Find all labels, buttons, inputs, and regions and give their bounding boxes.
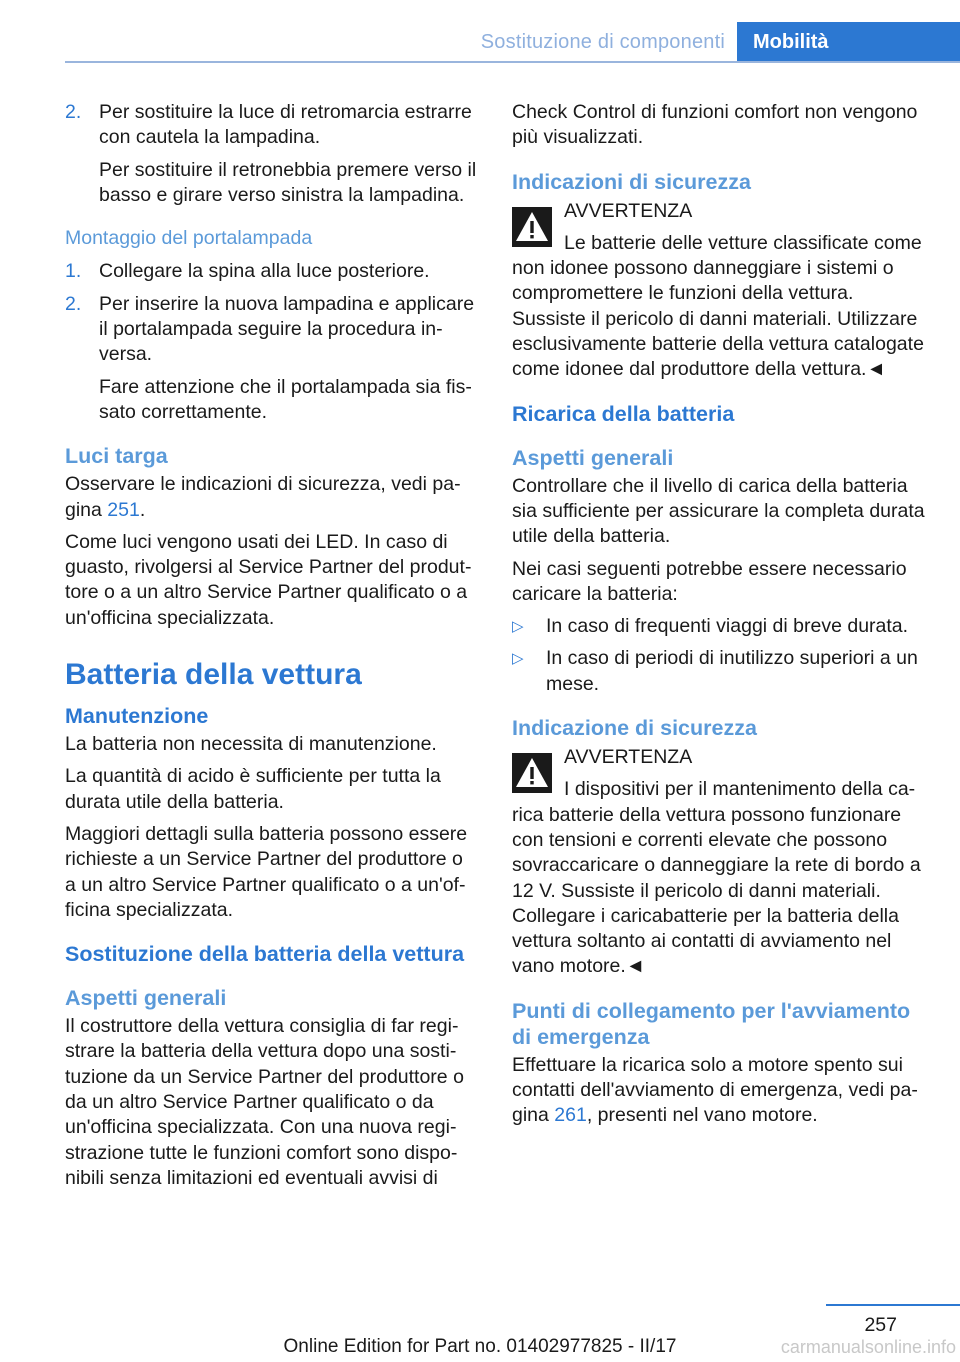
paragraph: Il costruttore della vettura consiglia di far registrare la batteria della vettura dopo una sostituzione da un Service Partner del produttore o da un altro Service Partner qualificato o da un'officina specializzata. Con una nuova registrazione tutte le funzioni comfort sono disponibili senza limitazioni ed eventuali avvisi di — [65, 1015, 464, 1189]
warning-box — [512, 199, 926, 383]
heading-battery-charging: Ricarica della batteria — [512, 401, 735, 426]
text: Effettuare la ricarica solo a motore spento sui contatti dell'avviamento di emergenza, vedi pagina — [512, 1053, 918, 1127]
step-number: 2. — [65, 101, 82, 123]
header-chapter-tab: Mobilità — [737, 22, 960, 63]
heading-plate-lights: Luci targa — [65, 444, 168, 469]
footer-edition: Online Edition for Part no. 01402977825 - II/17 — [283, 1336, 677, 1357]
page-number: 257 — [864, 1314, 897, 1336]
numbered-step — [65, 259, 477, 284]
page-link-261[interactable]: 261 — [554, 1104, 587, 1127]
warning-title: AVVERTENZA — [564, 199, 693, 222]
list-item — [512, 646, 926, 697]
text: . — [139, 498, 146, 521]
paragraph: La quantità di acido è sufficiente per tutta la durata utile della batteria. — [65, 765, 441, 813]
paragraph: Nei casi seguenti potrebbe essere necessario caricare la batteria: — [512, 557, 907, 605]
bullet-arrow-icon: ▷ — [512, 650, 524, 668]
step-text: Fare attenzione che il portalampada sia fissato correttamente. — [99, 375, 472, 423]
list-item — [512, 614, 926, 639]
warning-triangle-icon — [512, 207, 552, 247]
step-number: 1. — [65, 260, 82, 283]
step-text: Per inserire la nuova lampadina e applicare il portalampada seguire la procedura inversa. — [99, 292, 475, 366]
heading-battery: Batteria della vettura — [65, 658, 362, 692]
step-number: 2. — [65, 292, 82, 315]
warning-text: Le batterie delle vetture classificate come non idonee possono danneggiare i sistemi o compromettere le funzioni della vettura. Sussiste il pericolo di danni materiali. Utilizzare esclusivamente batterie della vettura catalogate come idonee dal produttore della vettura.◄ — [512, 231, 924, 381]
right-column — [512, 100, 926, 1136]
footer-rule — [826, 1304, 960, 1306]
numbered-step — [65, 100, 477, 208]
paragraph: Come luci vengono usati dei LED. In caso di guasto, rivolgersi al Service Partner del produttore o a un altro Service Partner qualificato o a un'officina specializzata. — [65, 530, 472, 629]
heading-battery-replacement: Sostituzione della batteria della vettura — [65, 942, 465, 967]
numbered-step — [65, 292, 477, 425]
left-column — [65, 100, 477, 1198]
text: Osservare le indicazioni di sicurezza, vedi pagina — [65, 473, 461, 521]
list-item-text: In caso di periodi di inutilizzo superiori a un mese. — [546, 647, 918, 695]
paragraph: La batteria non necessita di manutenzione. — [65, 733, 437, 756]
header-section-title: Sostituzione di componenti — [480, 31, 725, 53]
step-text: Per sostituire la luce di retromarcia estrarre con cautela la lampadina. — [99, 101, 472, 149]
page-header — [0, 0, 960, 62]
heading-general-aspects: Aspetti generali — [512, 445, 674, 470]
text: , presenti nel vano motore. — [586, 1104, 818, 1127]
paragraph: Maggiori dettagli sulla batteria possono essere richieste a un Service Partner del produttore o a un altro Service Partner qualificato o a un'officina specializzata. — [65, 822, 468, 921]
subheading-mount: Montaggio del portalampada — [65, 227, 313, 250]
heading-general-aspects: Aspetti generali — [65, 986, 227, 1011]
paragraph: Controllare che il livello di carica della batteria sia sufficiente per assicurare la completa durata utile della batteria. — [512, 474, 925, 548]
warning-title: AVVERTENZA — [564, 746, 693, 769]
page-link-251[interactable]: 251 — [107, 498, 140, 521]
paragraph: Check Control di funzioni comfort non vengono più visualizzati. — [512, 101, 918, 149]
heading-safety-notes: Indicazioni di sicurezza — [512, 169, 751, 194]
warning-text: I dispositivi per il mantenimento della carica batterie della vettura possono funzionare con tensioni e correnti elevate che possono sovraccaricare o danneggiare la rete di bordo a 12 V. Sussiste il pericolo di danni materiali. Collegare i caricabatterie per la batteria della vettura soltanto ai contatti di avviamento nel vano motore.◄ — [512, 778, 921, 978]
list-item-text: In caso di frequenti viaggi di breve durata. — [546, 615, 909, 638]
warning-triangle-icon — [512, 753, 552, 793]
step-text: Collegare la spina alla luce posteriore. — [99, 260, 430, 283]
heading-maintenance: Manutenzione — [65, 704, 209, 729]
step-text: Per sostituire il retronebbia premere verso il basso e girare verso sinistra la lampadina. — [99, 158, 477, 206]
warning-box — [512, 745, 926, 980]
watermark: carmanualsonline.info — [780, 1337, 956, 1357]
heading-jump-start-points: Punti di collegamento per l'avviamento di emergenza — [512, 998, 911, 1049]
heading-safety-note: Indicazione di sicurezza — [512, 716, 757, 741]
header-rule — [65, 61, 960, 63]
paragraph — [65, 472, 477, 523]
paragraph — [512, 1053, 926, 1129]
bullet-arrow-icon: ▷ — [512, 618, 524, 636]
